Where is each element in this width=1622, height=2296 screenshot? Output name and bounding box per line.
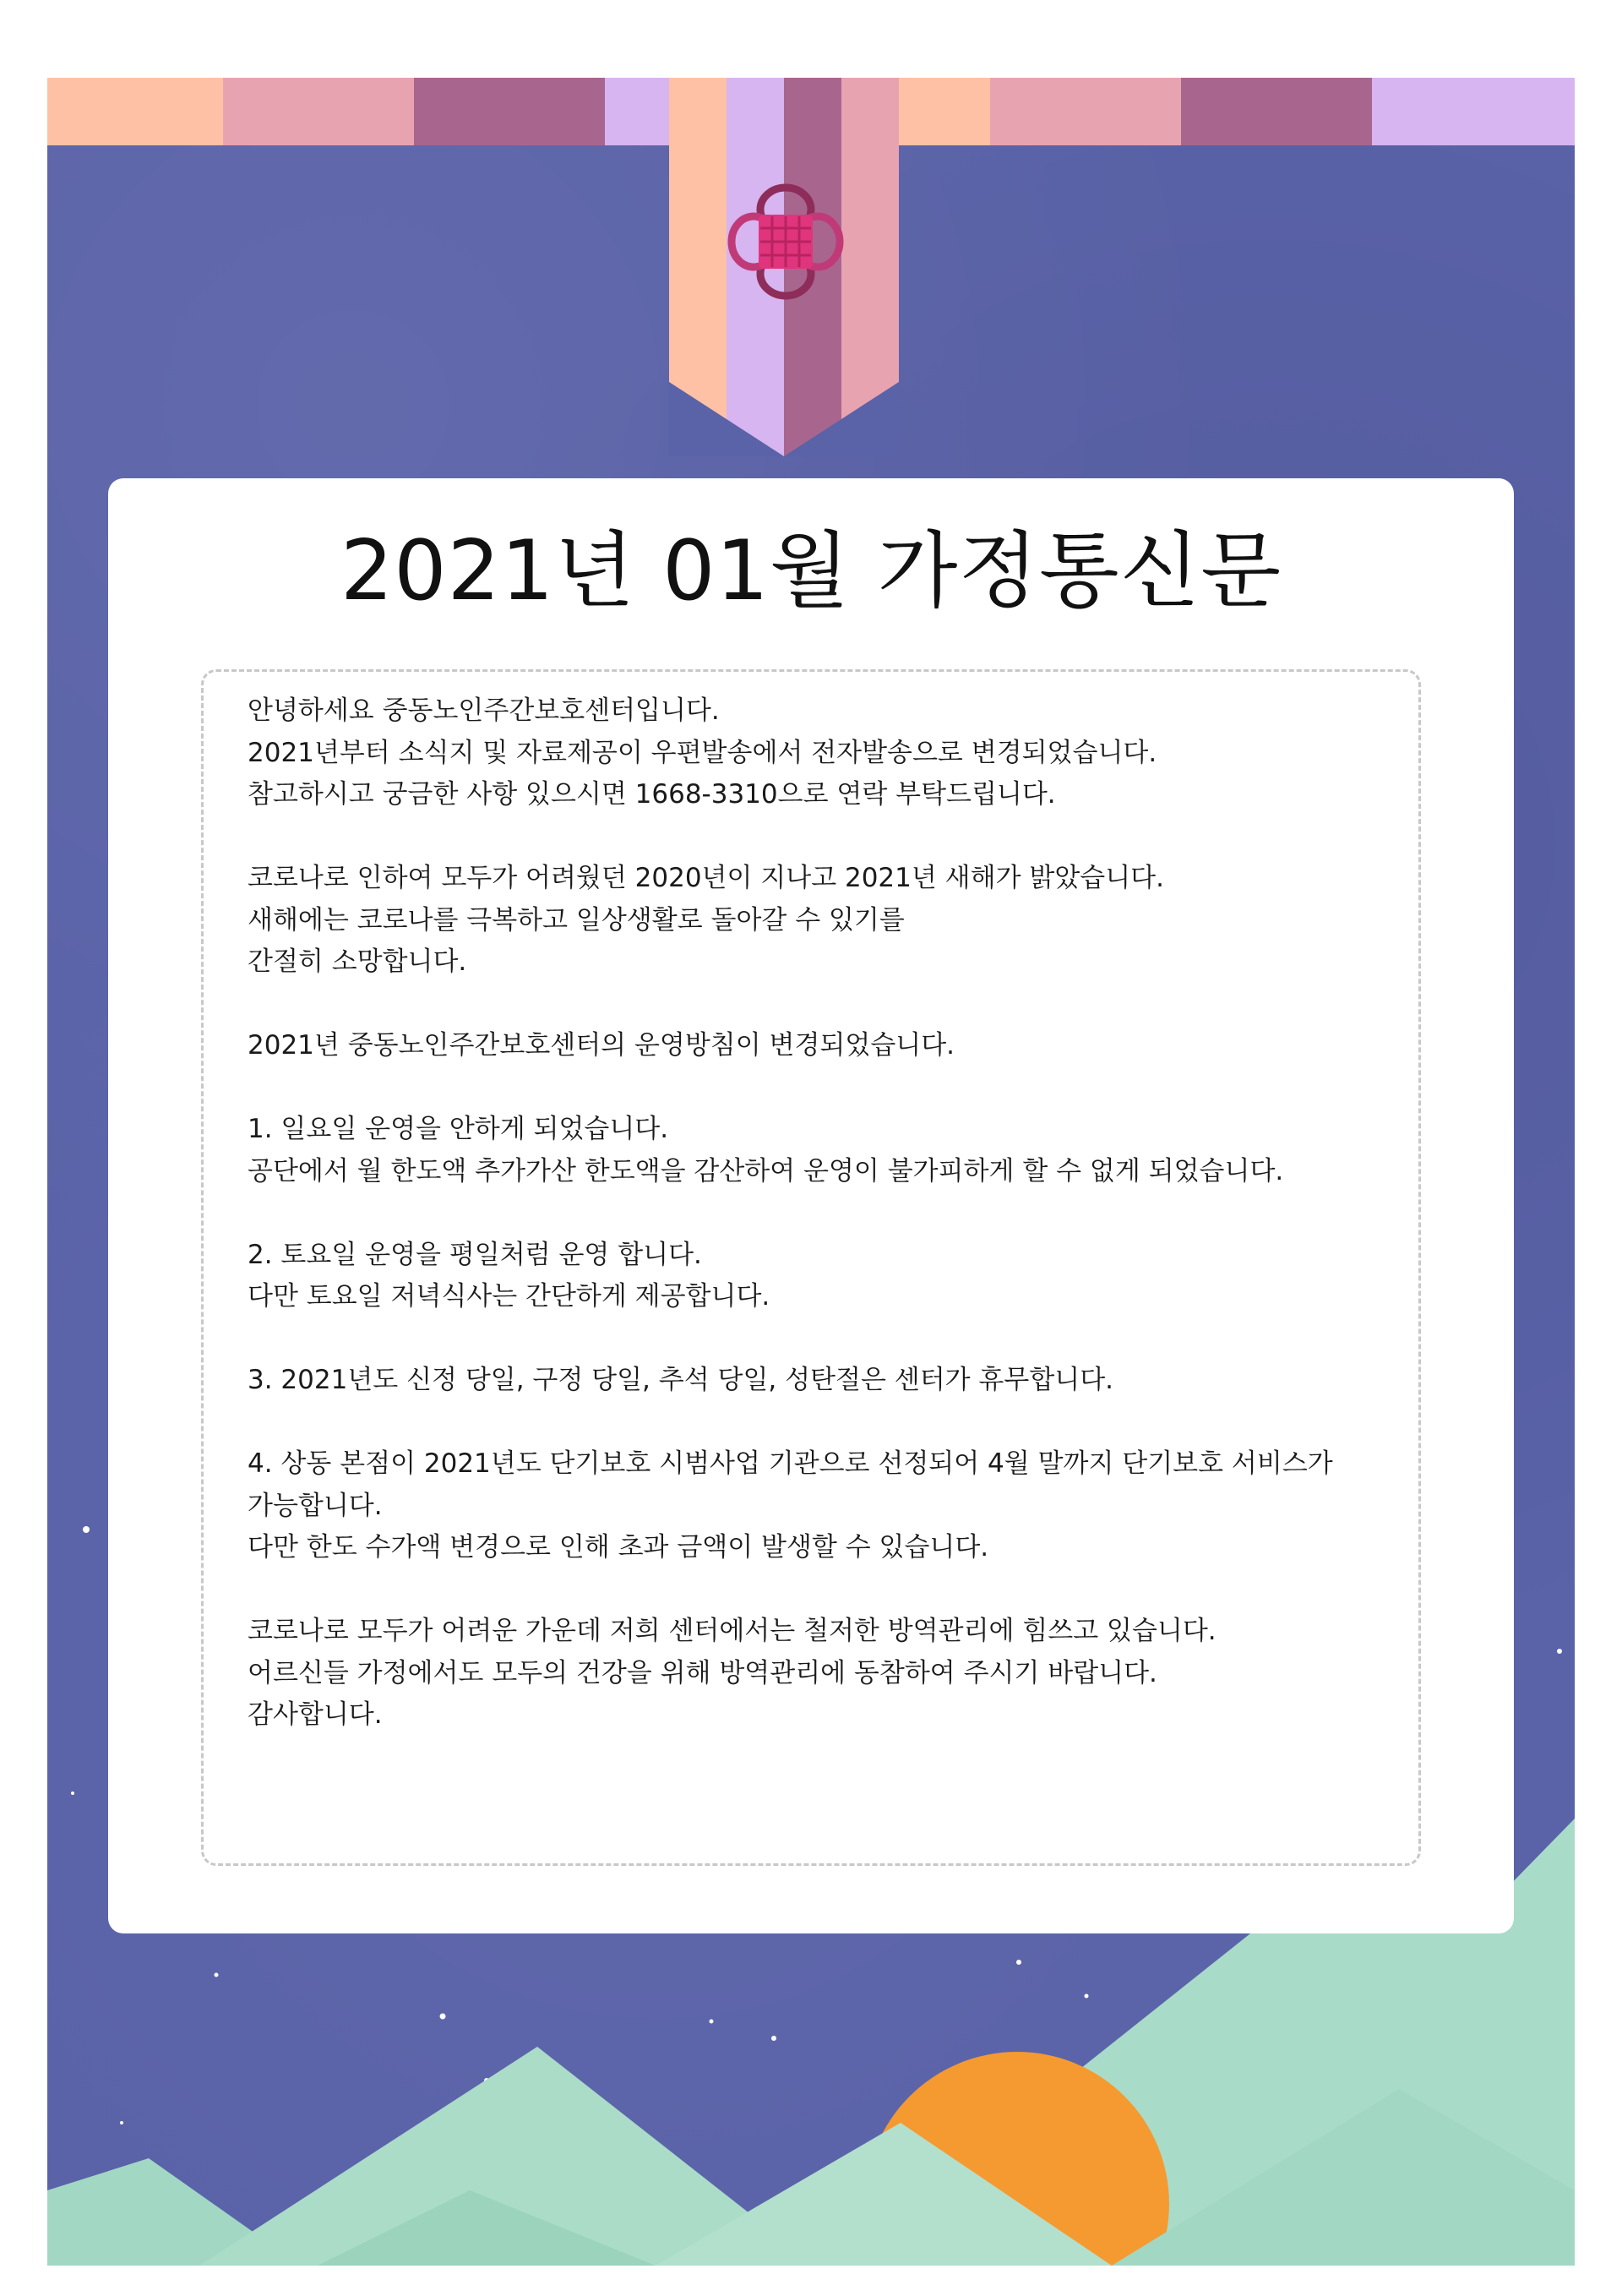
- page-title: 2021년 01월 가정통신문: [340, 523, 1282, 619]
- star: [710, 2020, 714, 2024]
- body-text-line: 새해에는 코로나를 극복하고 일상생활로 돌아갈 수 있기를: [248, 904, 905, 935]
- letter-box: [201, 669, 1421, 1866]
- body-text-line: 안녕하세요 중동노인주간보호센터입니다.: [248, 695, 720, 726]
- body-text-line: 어르신들 가정에서도 모두의 건강을 위해 방역관리에 동참하여 주시기 바랍니다.: [248, 1657, 1157, 1688]
- star: [771, 2036, 776, 2041]
- body-text-line: 2021년 중동노인주간보호센터의 운영방침이 변경되었습니다.: [248, 1030, 955, 1061]
- body-text-line: 2. 토요일 운영을 평일처럼 운영 합니다.: [248, 1239, 702, 1270]
- star: [215, 1973, 219, 1977]
- body-text-line: 감사합니다.: [248, 1699, 383, 1730]
- star: [1557, 1649, 1562, 1654]
- body-text-line: 1. 일요일 운영을 안하게 되었습니다.: [248, 1114, 669, 1144]
- body-text-line: 가능합니다.: [248, 1490, 383, 1521]
- blank-line: [248, 1402, 1396, 1444]
- star: [440, 2014, 446, 2020]
- content-card: [108, 478, 1514, 1933]
- blank-line: [248, 1192, 1396, 1235]
- blank-line: [248, 1067, 1396, 1110]
- newsletter-poster: [47, 78, 1575, 2266]
- body-text-line: 3. 2021년도 신정 당일, 구정 당일, 추석 당일, 성탄절은 센터가 휴무합니다.: [248, 1365, 1114, 1395]
- star: [1016, 1960, 1021, 1965]
- star: [1085, 1994, 1089, 1999]
- blank-line: [248, 816, 1396, 859]
- star: [120, 2121, 123, 2124]
- body-text-line: 공단에서 월 한도액 추가가산 한도액을 감산하여 운영이 불가피하게 할 수 없게 되었습니다.: [248, 1155, 1284, 1186]
- maedeup-knot-ornament: [723, 179, 848, 304]
- body-text-line: 다만 토요일 저녁식사는 간단하게 제공합니다.: [248, 1281, 770, 1312]
- body-text-line: 코로나로 모두가 어려운 가운데 저희 센터에서는 철저한 방역관리에 힘쓰고 있습니다.: [248, 1616, 1216, 1646]
- body-text-line: 간절히 소망합니다.: [248, 946, 467, 977]
- blank-line: [248, 984, 1396, 1026]
- blank-line: [248, 1569, 1396, 1612]
- letter-body: [248, 690, 1396, 1737]
- blank-line: [248, 1318, 1396, 1361]
- body-text-line: 4. 상동 본점이 2021년도 단기보호 시범사업 기관으로 선정되어 4월 말까지 단기보호 서비스가: [248, 1448, 1333, 1479]
- star: [71, 1792, 74, 1795]
- body-text-line: 2021년부터 소식지 및 자료제공이 우편발송에서 전자발송으로 변경되었습니다.: [248, 737, 1157, 768]
- body-text-line: 참고하시고 궁금한 사항 있으시면 1668-3310으로 연락 부탁드립니다.: [248, 779, 1056, 810]
- body-text-line: 다만 한도 수가액 변경으로 인해 초과 금액이 발생할 수 있습니다.: [248, 1532, 989, 1562]
- body-text-line: 코로나로 인하여 모두가 어려웠던 2020년이 지나고 2021년 새해가 밝았습니다.: [248, 863, 1164, 893]
- star: [83, 1526, 90, 1533]
